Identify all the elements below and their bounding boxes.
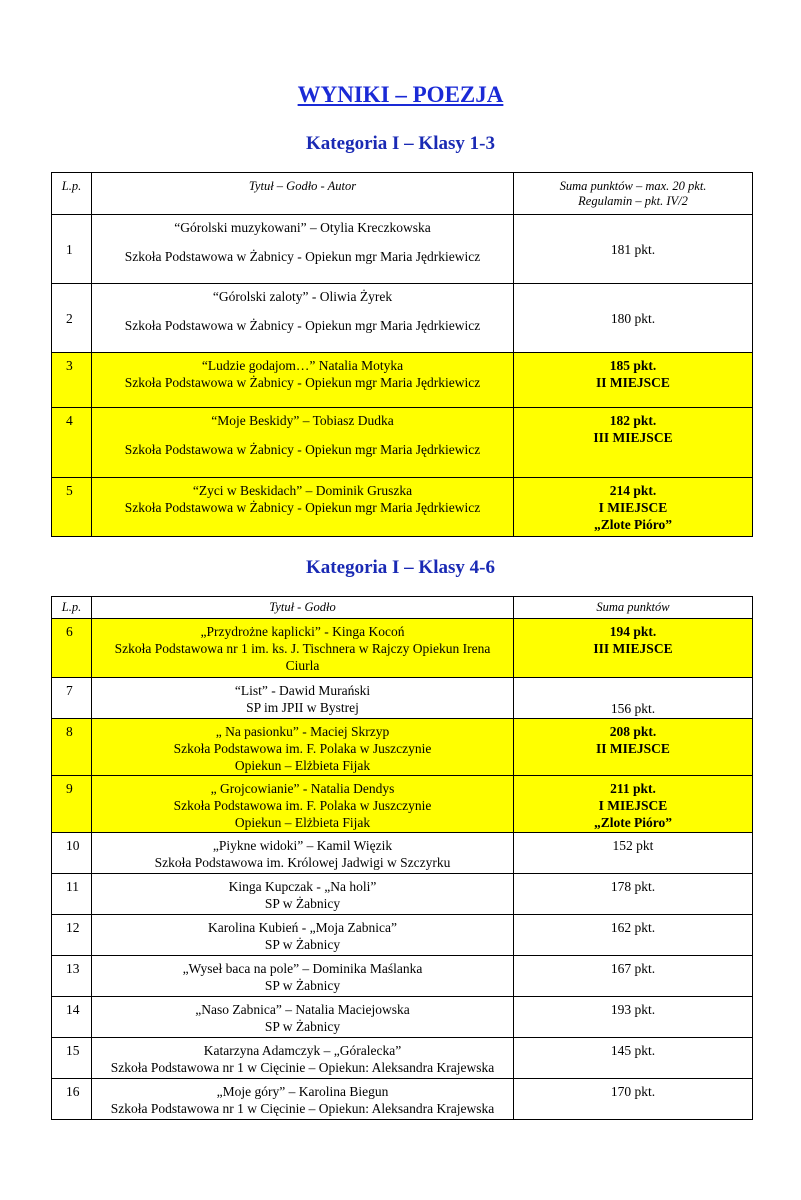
row-entry <box>92 215 514 284</box>
row-lp: 6 <box>52 619 92 678</box>
row-score <box>514 353 753 408</box>
row-score <box>514 1079 753 1120</box>
row-entry <box>92 478 514 537</box>
entry-work: Kinga Kupczak - „Na holi” <box>228 879 377 894</box>
row-lp: 1 <box>52 215 92 284</box>
entry-work: “List” - Dawid Murański <box>234 683 371 698</box>
score-value: 145 pkt. <box>610 1043 656 1058</box>
entry-school: SP w Żabnicy <box>264 896 341 911</box>
entry-work: “Zyci w Beskidach” – Dominik Gruszka <box>192 483 413 498</box>
row-entry <box>92 1038 514 1079</box>
row-entry <box>92 956 514 997</box>
table-row <box>52 1038 753 1079</box>
score-place: I MIEJSCE <box>598 500 668 515</box>
table-header-row <box>52 597 753 619</box>
row-lp: 13 <box>52 956 92 997</box>
row-lp: 9 <box>52 776 92 833</box>
score-place: II MIEJSCE <box>596 741 670 756</box>
entry-work: “Ludzie godajom…” Natalia Motyka <box>201 358 404 373</box>
row-entry <box>92 619 514 678</box>
score-award: „Zlote Pióro” <box>593 517 673 532</box>
score-value: 208 pkt. <box>609 724 657 739</box>
entry-school-cont: Ciurla <box>285 658 320 673</box>
score-value: 181 pkt. <box>610 241 656 257</box>
table-header-row <box>52 173 753 215</box>
score-value: 211 pkt. <box>610 781 656 796</box>
table-row <box>52 997 753 1038</box>
row-score <box>514 1038 753 1079</box>
row-lp: 2 <box>52 284 92 353</box>
table-row <box>52 915 753 956</box>
category1-table <box>51 172 753 537</box>
entry-school: Szkoła Podstawowa im. F. Polaka w Juszczynie <box>173 741 432 756</box>
row-lp: 4 <box>52 408 92 478</box>
score-value: 194 pkt. <box>609 624 657 639</box>
row-entry <box>92 833 514 874</box>
row-entry <box>92 284 514 353</box>
row-score <box>514 678 753 719</box>
entry-school: Szkoła Podstawowa w Żabnicy - Opiekun mgr Maria Jędrkiewicz <box>124 500 481 515</box>
page-title: WYNIKI – POEZJA <box>297 82 504 107</box>
entry-school: SP w Żabnicy <box>264 978 341 993</box>
category2-table <box>51 596 753 1120</box>
score-value: 185 pkt. <box>609 358 657 373</box>
row-lp: 15 <box>52 1038 92 1079</box>
row-score <box>514 997 753 1038</box>
row-entry <box>92 915 514 956</box>
row-lp: 14 <box>52 997 92 1038</box>
table-row-highlighted <box>52 619 753 678</box>
table-row <box>52 833 753 874</box>
score-value: 167 pkt. <box>610 961 656 976</box>
entry-work: „Przydrożne kaplicki” - Kinga Kocoń <box>200 624 405 639</box>
header-lp: L.p. <box>52 597 92 619</box>
row-score <box>514 915 753 956</box>
header-lp: L.p. <box>52 173 92 215</box>
entry-work: Karolina Kubień - „Moja Zabnica” <box>208 920 397 935</box>
score-place: I MIEJSCE <box>598 798 668 813</box>
entry-work: „Naso Zabnica” – Natalia Maciejowska <box>195 1002 410 1017</box>
row-entry <box>92 408 514 478</box>
row-lp: 16 <box>52 1079 92 1120</box>
row-score <box>514 284 753 353</box>
score-value: 180 pkt. <box>610 310 656 326</box>
row-score <box>514 408 753 478</box>
row-score <box>514 215 753 284</box>
entry-work: „ Na pasionku” - Maciej Skrzyp <box>215 724 390 739</box>
entry-tutor: Opiekun – Elżbieta Fijak <box>234 815 371 830</box>
score-value: 170 pkt. <box>610 1084 656 1099</box>
table-row-highlighted <box>52 408 753 478</box>
header-title: Tytuł – Godło - Autor <box>92 173 514 215</box>
row-entry <box>92 678 514 719</box>
entry-school: Szkoła Podstawowa im. Królowej Jadwigi w Szczyrku <box>154 855 451 870</box>
row-lp: 5 <box>52 478 92 537</box>
row-lp: 7 <box>52 678 92 719</box>
table-row <box>52 284 753 353</box>
row-entry <box>92 776 514 833</box>
row-entry <box>92 1079 514 1120</box>
row-lp: 8 <box>52 719 92 776</box>
entry-work: “Moje Beskidy” – Tobiasz Dudka <box>211 413 394 428</box>
entry-work: Katarzyna Adamczyk – „Góralecka” <box>203 1043 402 1058</box>
category1-heading: Kategoria I – Klasy 1-3 <box>306 133 495 154</box>
row-score <box>514 833 753 874</box>
table-row <box>52 956 753 997</box>
header-score <box>514 173 753 215</box>
entry-school: Szkoła Podstawowa nr 1 w Cięcinie – Opiekun: Aleksandra Krajewska <box>110 1101 495 1116</box>
table-row <box>52 215 753 284</box>
entry-school: Szkoła Podstawowa w Żabnicy - Opiekun mgr Maria Jędrkiewicz <box>124 249 481 264</box>
table-row <box>52 874 753 915</box>
entry-work: “Górolski zaloty” - Oliwia Żyrek <box>212 289 393 304</box>
score-place: III MIEJSCE <box>593 641 673 656</box>
entry-work: „Piykne widoki” – Kamil Więzik <box>212 838 393 853</box>
entry-school: Szkoła Podstawowa w Żabnicy - Opiekun mgr Maria Jędrkiewicz <box>124 375 481 390</box>
entry-school: Szkoła Podstawowa im. F. Polaka w Juszczynie <box>173 798 432 813</box>
entry-tutor: Opiekun – Elżbieta Fijak <box>234 758 371 773</box>
row-lp: 3 <box>52 353 92 408</box>
entry-school: SP w Żabnicy <box>264 1019 341 1034</box>
category2-heading: Kategoria I – Klasy 4-6 <box>306 557 495 578</box>
score-value: 152 pkt <box>612 838 654 853</box>
row-entry <box>92 353 514 408</box>
table-row <box>52 1079 753 1120</box>
entry-work: „Moje góry” – Karolina Biegun <box>216 1084 389 1099</box>
row-score <box>514 619 753 678</box>
table-row <box>52 678 753 719</box>
score-value: 178 pkt. <box>610 879 656 894</box>
header-score-line2: Regulamin – pkt. IV/2 <box>578 194 688 208</box>
score-value: 156 pkt. <box>610 701 656 716</box>
entry-school: Szkoła Podstawowa nr 1 im. ks. J. Tischnera w Rajczy Opiekun Irena <box>114 641 491 656</box>
entry-school: Szkoła Podstawowa nr 1 w Cięcinie – Opiekun: Aleksandra Krajewska <box>110 1060 495 1075</box>
score-award: „Zlote Pióro” <box>593 815 673 830</box>
entry-school: Szkoła Podstawowa w Żabnicy - Opiekun mgr Maria Jędrkiewicz <box>124 442 481 457</box>
score-value: 182 pkt. <box>609 413 657 428</box>
score-value: 162 pkt. <box>610 920 656 935</box>
score-place: III MIEJSCE <box>593 430 673 445</box>
score-value: 214 pkt. <box>609 483 657 498</box>
row-lp: 12 <box>52 915 92 956</box>
score-place: II MIEJSCE <box>596 375 670 390</box>
header-score-line1: Suma punktów – max. 20 pkt. <box>559 179 707 193</box>
table-row-highlighted <box>52 719 753 776</box>
row-entry <box>92 874 514 915</box>
table-row-highlighted <box>52 353 753 408</box>
score-value: 193 pkt. <box>610 1002 656 1017</box>
row-score <box>514 719 753 776</box>
header-score: Suma punktów <box>514 597 753 619</box>
row-score <box>514 478 753 537</box>
table-row-highlighted <box>52 776 753 833</box>
entry-school: Szkoła Podstawowa w Żabnicy - Opiekun mgr Maria Jędrkiewicz <box>124 318 481 333</box>
row-entry <box>92 719 514 776</box>
entry-work: „Wyseł baca na pole” – Dominika Maślanka <box>182 961 423 976</box>
row-score <box>514 956 753 997</box>
row-score <box>514 874 753 915</box>
entry-work: „ Grojcowianie” - Natalia Dendys <box>210 781 395 796</box>
entry-school: SP im JPII w Bystrej <box>246 700 359 715</box>
row-lp: 10 <box>52 833 92 874</box>
row-score <box>514 776 753 833</box>
row-lp: 11 <box>52 874 92 915</box>
table-row-highlighted <box>52 478 753 537</box>
header-title: Tytuł - Godło <box>92 597 514 619</box>
entry-school: SP w Żabnicy <box>264 937 341 952</box>
entry-work: “Górolski muzykowani” – Otylia Kreczkowska <box>174 220 431 235</box>
row-entry <box>92 997 514 1038</box>
